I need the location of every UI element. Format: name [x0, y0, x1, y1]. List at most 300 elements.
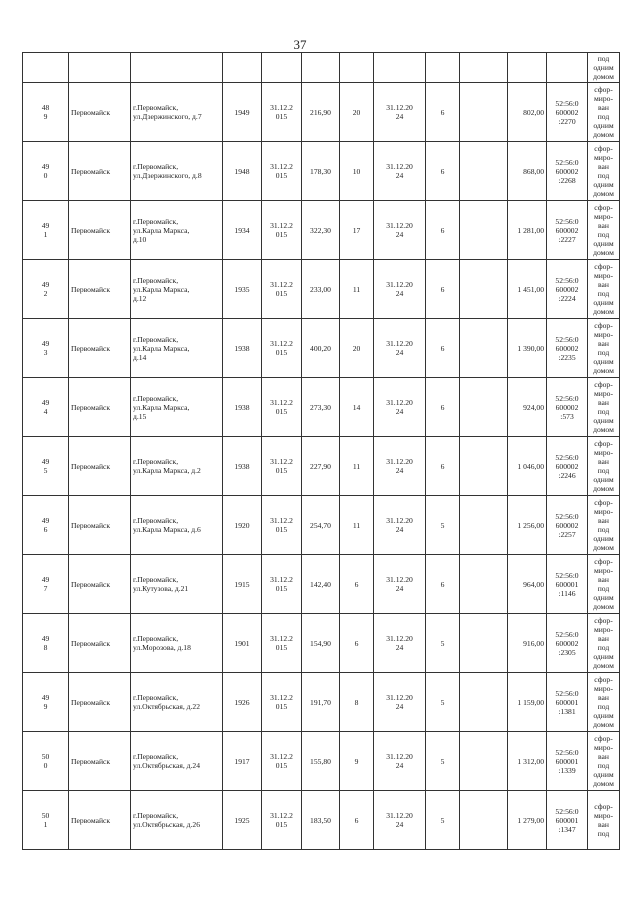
residents-cell: 14 — [340, 378, 374, 437]
resettlement-date-cell — [374, 260, 426, 319]
note-cell — [588, 673, 620, 732]
cell-empty — [460, 53, 508, 83]
address-cell — [131, 378, 223, 437]
record-number-line: 48 — [41, 103, 50, 112]
recognition-date-line: 31.12.2 — [270, 516, 293, 525]
address-cell — [131, 732, 223, 791]
note-line: сфор- — [594, 262, 613, 271]
note-cell — [588, 53, 620, 83]
address-line: г.Первомайск, — [133, 334, 179, 344]
note-line: одним — [593, 416, 614, 425]
cadastral-number-cell — [547, 83, 588, 142]
resettlement-date-cell — [374, 496, 426, 555]
address-line: г.Первомайск, — [133, 457, 179, 466]
address-line: ул.Дзержинского, д.8 — [133, 171, 202, 180]
note-line: под — [597, 54, 610, 63]
record-number-cell — [23, 378, 69, 437]
recognition-date-line: 31.12.2 — [270, 398, 293, 407]
residents-cell: 8 — [340, 673, 374, 732]
note-line: под — [597, 230, 610, 239]
table-row — [23, 201, 620, 260]
address-cell — [131, 83, 223, 142]
municipality-cell: Первомайск — [69, 673, 131, 732]
table-row — [23, 142, 620, 201]
recognition-date-cell — [262, 496, 302, 555]
resettlement-date-line: 31.12.20 — [386, 280, 413, 289]
note-line: ван — [598, 516, 609, 525]
note-line: миро- — [594, 153, 613, 162]
year-built-cell: 1934 — [223, 201, 262, 260]
area-cell: 142,40 — [302, 555, 340, 614]
record-number-cell — [23, 83, 69, 142]
record-number-line: 1 — [43, 230, 48, 239]
note-line: миро- — [594, 94, 613, 103]
area-cell: 400,20 — [302, 319, 340, 378]
record-number-line: 7 — [43, 584, 48, 593]
recognition-date-line: 31.12.2 — [270, 634, 293, 643]
note-cell — [588, 614, 620, 673]
record-number-line: 49 — [41, 280, 50, 289]
cadastral-number-line: 600002 — [555, 284, 579, 294]
cadastral-number-line: 600002 — [555, 343, 579, 353]
note-line: под — [597, 407, 610, 416]
resettlement-date-cell — [374, 614, 426, 673]
record-number-line: 5 — [43, 466, 48, 475]
year-built-cell: 1938 — [223, 437, 262, 496]
note-line: под — [597, 348, 610, 357]
table-row — [23, 378, 620, 437]
recognition-date-line: 31.12.2 — [270, 693, 293, 702]
note-line: одним — [593, 475, 614, 484]
record-number-line: 6 — [43, 525, 48, 534]
cadastral-number-line: :2246 — [558, 470, 576, 480]
resettlement-date-cell — [374, 319, 426, 378]
cadastral-number-line: 52:56:0 — [555, 334, 579, 344]
cadastral-number-line: 52:56:0 — [555, 806, 579, 816]
cost-cell: 1 312,00 — [508, 732, 547, 791]
cadastral-number-line: 600002 — [555, 166, 579, 176]
cadastral-number-cell — [547, 437, 588, 496]
record-number-cell — [23, 555, 69, 614]
empty-cell — [460, 496, 508, 555]
note-line: домом — [593, 602, 614, 611]
residents-cell: 20 — [340, 83, 374, 142]
year-built-cell: 1926 — [223, 673, 262, 732]
housing-registry-table — [22, 52, 620, 850]
stage-cell: 5 — [426, 732, 460, 791]
residents-cell: 10 — [340, 142, 374, 201]
cadastral-number-line: :2235 — [558, 352, 576, 362]
resettlement-date-line: 24 — [395, 643, 404, 652]
area-cell: 254,70 — [302, 496, 340, 555]
resettlement-date-line: 31.12.20 — [386, 339, 413, 348]
area-cell: 322,30 — [302, 201, 340, 260]
record-number-line: 2 — [43, 289, 48, 298]
address-line: ул.Морозова, д.18 — [133, 643, 191, 652]
recognition-date-line: 015 — [275, 702, 288, 711]
empty-cell — [460, 673, 508, 732]
cadastral-number-line: 52:56:0 — [555, 570, 579, 580]
cost-cell: 1 390,00 — [508, 319, 547, 378]
residents-cell: 6 — [340, 555, 374, 614]
note-line: под — [597, 171, 610, 180]
note-line: под — [597, 643, 610, 652]
empty-cell — [460, 319, 508, 378]
recognition-date-cell — [262, 732, 302, 791]
note-line: одним — [593, 239, 614, 248]
note-line: домом — [593, 484, 614, 493]
note-line: ван — [598, 162, 609, 171]
note-line: миро- — [594, 448, 613, 457]
note-line: домом — [593, 425, 614, 434]
address-cell — [131, 201, 223, 260]
recognition-date-line: 015 — [275, 525, 288, 534]
stage-cell: 5 — [426, 673, 460, 732]
address-line: г.Первомайск, — [133, 693, 179, 702]
cell-empty — [23, 53, 69, 83]
address-line: д.15 — [133, 411, 147, 421]
area-cell: 273,30 — [302, 378, 340, 437]
note-line: домом — [593, 307, 614, 316]
cadastral-number-line: 600001 — [555, 579, 579, 589]
municipality-cell: Первомайск — [69, 260, 131, 319]
table-row — [23, 437, 620, 496]
note-line: ван — [598, 280, 609, 289]
area-cell: 227,90 — [302, 437, 340, 496]
record-number-line: 3 — [43, 348, 48, 357]
cadastral-number-line: 52:56:0 — [555, 452, 579, 462]
recognition-date-line: 015 — [275, 820, 288, 829]
note-line: миро- — [594, 330, 613, 339]
record-number-line: 9 — [43, 702, 48, 711]
address-line: г.Первомайск, — [133, 811, 179, 820]
cell-empty — [262, 53, 302, 83]
cost-cell: 868,00 — [508, 142, 547, 201]
note-line: ван — [598, 820, 609, 829]
address-line: ул.Карла Маркса, — [133, 225, 190, 235]
cell-empty — [547, 53, 588, 83]
cadastral-number-cell — [547, 319, 588, 378]
recognition-date-cell — [262, 555, 302, 614]
cadastral-number-cell — [547, 732, 588, 791]
note-line: домом — [593, 248, 614, 257]
recognition-date-line: 015 — [275, 466, 288, 475]
recognition-date-cell — [262, 201, 302, 260]
resettlement-date-line: 31.12.20 — [386, 811, 413, 820]
residents-cell: 6 — [340, 614, 374, 673]
recognition-date-line: 015 — [275, 171, 288, 180]
recognition-date-line: 015 — [275, 230, 288, 239]
address-line: г.Первомайск, — [133, 162, 179, 171]
record-number-cell — [23, 496, 69, 555]
recognition-date-line: 015 — [275, 289, 288, 298]
cost-cell: 802,00 — [508, 83, 547, 142]
note-line: домом — [593, 189, 614, 198]
address-line: ул.Карла Маркса, д.2 — [133, 466, 201, 475]
cost-cell: 1 451,00 — [508, 260, 547, 319]
municipality-cell: Первомайск — [69, 614, 131, 673]
address-line: ул.Октябрьская, д.22 — [133, 702, 201, 711]
address-line: д.14 — [133, 352, 147, 362]
cost-cell: 1 159,00 — [508, 673, 547, 732]
cost-cell: 1 281,00 — [508, 201, 547, 260]
note-line: домом — [593, 130, 614, 139]
resettlement-date-line: 24 — [395, 761, 404, 770]
note-line: домом — [593, 720, 614, 729]
cadastral-number-line: :2305 — [558, 647, 576, 657]
cell-empty — [223, 53, 262, 83]
note-line: одним — [593, 180, 614, 189]
recognition-date-cell — [262, 319, 302, 378]
empty-cell — [460, 555, 508, 614]
resettlement-date-line: 31.12.20 — [386, 457, 413, 466]
cadastral-number-cell — [547, 378, 588, 437]
address-line: г.Первомайск, — [133, 634, 179, 643]
note-line: ван — [598, 693, 609, 702]
note-line: миро- — [594, 684, 613, 693]
resettlement-date-line: 24 — [395, 407, 404, 416]
address-line: ул.Октябрьская, д.24 — [133, 761, 201, 770]
note-line: сфор- — [594, 498, 613, 507]
recognition-date-cell — [262, 673, 302, 732]
record-number-line: 49 — [41, 221, 50, 230]
municipality-cell: Первомайск — [69, 142, 131, 201]
year-built-cell: 1925 — [223, 791, 262, 850]
cost-cell: 1 256,00 — [508, 496, 547, 555]
residents-cell: 11 — [340, 496, 374, 555]
cadastral-number-line: :2257 — [558, 529, 576, 539]
note-line: под — [597, 289, 610, 298]
empty-cell — [460, 791, 508, 850]
record-number-cell — [23, 319, 69, 378]
resettlement-date-line: 31.12.20 — [386, 634, 413, 643]
resettlement-date-line: 24 — [395, 702, 404, 711]
resettlement-date-line: 24 — [395, 112, 404, 121]
cadastral-number-line: 52:56:0 — [555, 216, 579, 226]
cadastral-number-cell — [547, 201, 588, 260]
resettlement-date-cell — [374, 83, 426, 142]
municipality-cell: Первомайск — [69, 201, 131, 260]
recognition-date-line: 31.12.2 — [270, 339, 293, 348]
cadastral-number-line: 600002 — [555, 225, 579, 235]
note-line: сфор- — [594, 675, 613, 684]
table-row — [23, 791, 620, 850]
note-line: миро- — [594, 271, 613, 280]
record-number-cell — [23, 142, 69, 201]
year-built-cell: 1938 — [223, 319, 262, 378]
record-number-line: 9 — [43, 112, 48, 121]
record-number-line: 50 — [41, 752, 50, 761]
note-cell — [588, 319, 620, 378]
address-line: г.Первомайск, — [133, 575, 179, 584]
year-built-cell: 1935 — [223, 260, 262, 319]
resettlement-date-cell — [374, 378, 426, 437]
cadastral-number-line: 600002 — [555, 638, 579, 648]
continuation-row — [23, 53, 620, 83]
cadastral-number-line: :2268 — [558, 175, 576, 185]
address-line: ул.Карла Маркса, — [133, 284, 190, 294]
recognition-date-cell — [262, 437, 302, 496]
area-cell: 155,80 — [302, 732, 340, 791]
resettlement-date-line: 31.12.20 — [386, 162, 413, 171]
recognition-date-line: 015 — [275, 348, 288, 357]
record-number-line: 49 — [41, 457, 50, 466]
municipality-cell: Первомайск — [69, 319, 131, 378]
address-cell — [131, 496, 223, 555]
record-number-cell — [23, 260, 69, 319]
cell-empty — [340, 53, 374, 83]
note-line: ван — [598, 575, 609, 584]
note-line: одним — [593, 121, 614, 130]
cadastral-number-cell — [547, 142, 588, 201]
recognition-date-cell — [262, 614, 302, 673]
note-line: под — [597, 761, 610, 770]
recognition-date-cell — [262, 378, 302, 437]
note-cell — [588, 437, 620, 496]
area-cell: 191,70 — [302, 673, 340, 732]
cadastral-number-line: 600001 — [555, 756, 579, 766]
area-cell: 154,90 — [302, 614, 340, 673]
area-cell: 233,00 — [302, 260, 340, 319]
residents-cell: 6 — [340, 791, 374, 850]
record-number-line: 49 — [41, 339, 50, 348]
cost-cell: 916,00 — [508, 614, 547, 673]
record-number-line: 49 — [41, 634, 50, 643]
cell-empty — [426, 53, 460, 83]
cadastral-number-line: 600002 — [555, 402, 579, 412]
resettlement-date-line: 31.12.20 — [386, 221, 413, 230]
note-line: сфор- — [594, 85, 613, 94]
note-line: одним — [593, 534, 614, 543]
record-number-line: 50 — [41, 811, 50, 820]
address-line: г.Первомайск, — [133, 103, 179, 112]
cadastral-number-line: :2224 — [558, 293, 576, 303]
note-line: домом — [593, 72, 614, 81]
note-cell — [588, 791, 620, 850]
note-cell — [588, 201, 620, 260]
municipality-cell: Первомайск — [69, 496, 131, 555]
record-number-line: 49 — [41, 516, 50, 525]
note-line: ван — [598, 634, 609, 643]
municipality-cell: Первомайск — [69, 791, 131, 850]
cadastral-number-line: :1381 — [558, 706, 576, 716]
residents-cell: 11 — [340, 437, 374, 496]
address-line: ул.Дзержинского, д.7 — [133, 112, 202, 121]
cadastral-number-line: 52:56:0 — [555, 629, 579, 639]
stage-cell: 6 — [426, 378, 460, 437]
resettlement-date-line: 31.12.20 — [386, 103, 413, 112]
note-line: миро- — [594, 625, 613, 634]
municipality-cell: Первомайск — [69, 732, 131, 791]
table-body — [23, 53, 620, 850]
recognition-date-cell — [262, 142, 302, 201]
cadastral-number-cell — [547, 791, 588, 850]
cadastral-number-line: 52:56:0 — [555, 747, 579, 757]
resettlement-date-line: 24 — [395, 230, 404, 239]
recognition-date-line: 015 — [275, 112, 288, 121]
year-built-cell: 1949 — [223, 83, 262, 142]
area-cell: 178,30 — [302, 142, 340, 201]
resettlement-date-line: 31.12.20 — [386, 693, 413, 702]
resettlement-date-cell — [374, 555, 426, 614]
year-built-cell: 1948 — [223, 142, 262, 201]
recognition-date-line: 31.12.2 — [270, 575, 293, 584]
address-line: ул.Октябрьская, д.26 — [133, 820, 201, 829]
address-line: г.Первомайск, — [133, 393, 179, 403]
note-line: сфор- — [594, 144, 613, 153]
recognition-date-line: 015 — [275, 407, 288, 416]
table-row — [23, 732, 620, 791]
resettlement-date-line: 24 — [395, 289, 404, 298]
recognition-date-cell — [262, 791, 302, 850]
cadastral-number-line: :573 — [560, 411, 574, 421]
table-row — [23, 260, 620, 319]
empty-cell — [460, 260, 508, 319]
note-cell — [588, 496, 620, 555]
table-row — [23, 83, 620, 142]
record-number-cell — [23, 201, 69, 260]
note-line: сфор- — [594, 802, 613, 811]
recognition-date-line: 31.12.2 — [270, 162, 293, 171]
cell-empty — [374, 53, 426, 83]
resettlement-date-line: 31.12.20 — [386, 516, 413, 525]
cost-cell: 924,00 — [508, 378, 547, 437]
address-line: г.Первомайск, — [133, 752, 179, 761]
cell-empty — [131, 53, 223, 83]
address-line: д.12 — [133, 293, 147, 303]
address-line: ул.Кутузова, д.21 — [133, 584, 189, 593]
note-line: одним — [593, 298, 614, 307]
note-cell — [588, 142, 620, 201]
note-line: миро- — [594, 212, 613, 221]
note-line: под — [597, 702, 610, 711]
cadastral-number-line: :1146 — [558, 588, 576, 598]
note-line: ван — [598, 457, 609, 466]
resettlement-date-line: 24 — [395, 525, 404, 534]
cadastral-number-line: 52:56:0 — [555, 275, 579, 285]
table-row — [23, 614, 620, 673]
table-row — [23, 319, 620, 378]
cell-empty — [69, 53, 131, 83]
residents-cell: 9 — [340, 732, 374, 791]
cadastral-number-line: 52:56:0 — [555, 688, 579, 698]
resettlement-date-line: 24 — [395, 348, 404, 357]
note-cell — [588, 260, 620, 319]
note-line: ван — [598, 398, 609, 407]
note-cell — [588, 378, 620, 437]
cadastral-number-line: 600001 — [555, 815, 579, 825]
address-cell — [131, 260, 223, 319]
note-line: под — [597, 829, 610, 838]
cell-empty — [508, 53, 547, 83]
table-row — [23, 555, 620, 614]
note-line: ван — [598, 752, 609, 761]
note-line: сфор- — [594, 734, 613, 743]
record-number-line: 49 — [41, 693, 50, 702]
recognition-date-line: 31.12.2 — [270, 457, 293, 466]
resettlement-date-cell — [374, 673, 426, 732]
cadastral-number-line: :2227 — [558, 234, 576, 244]
resettlement-date-cell — [374, 732, 426, 791]
note-line: домом — [593, 661, 614, 670]
cost-cell: 1 279,00 — [508, 791, 547, 850]
note-line: сфор- — [594, 321, 613, 330]
note-line: под — [597, 112, 610, 121]
stage-cell: 6 — [426, 260, 460, 319]
area-cell: 183,50 — [302, 791, 340, 850]
address-cell — [131, 673, 223, 732]
cadastral-number-cell — [547, 614, 588, 673]
